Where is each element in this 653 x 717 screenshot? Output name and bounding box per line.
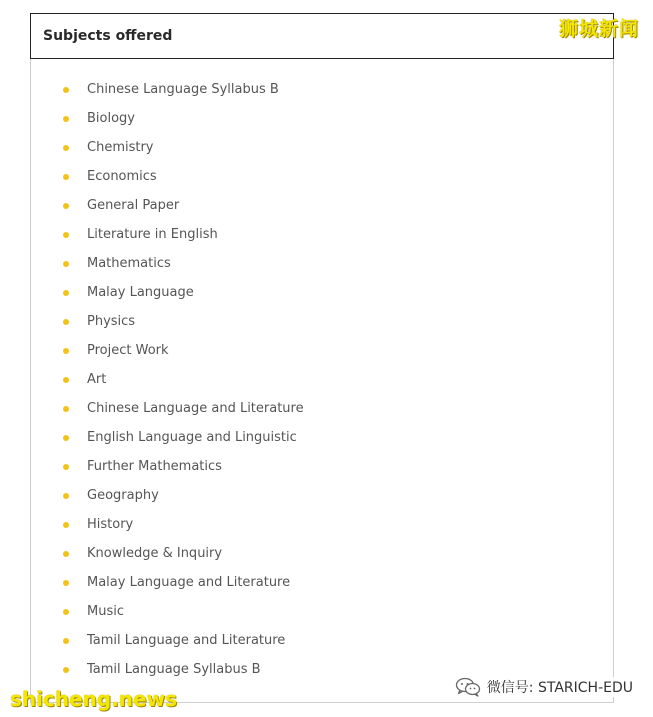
list-item bbox=[60, 220, 304, 249]
subject-label: English Language and Linguistic bbox=[87, 430, 297, 445]
list-item bbox=[60, 249, 304, 278]
subject-label: Chemistry bbox=[87, 140, 154, 155]
list-item bbox=[60, 597, 304, 626]
list-item bbox=[60, 539, 304, 568]
subject-label: General Paper bbox=[87, 198, 180, 213]
subject-label: Tamil Language and Literature bbox=[87, 633, 286, 648]
subject-label: Project Work bbox=[87, 343, 169, 358]
subject-label: Geography bbox=[87, 488, 159, 503]
list-item bbox=[60, 365, 304, 394]
list-item bbox=[60, 307, 304, 336]
bullet-icon bbox=[63, 522, 69, 528]
subject-label: Malay Language and Literature bbox=[87, 575, 291, 590]
bullet-icon bbox=[63, 551, 69, 557]
bullet-icon bbox=[63, 667, 69, 673]
list-item bbox=[60, 278, 304, 307]
subject-label: Tamil Language Syllabus B bbox=[87, 662, 261, 677]
list-item bbox=[60, 452, 304, 481]
bullet-icon bbox=[63, 348, 69, 354]
subject-label: Knowledge & Inquiry bbox=[87, 546, 223, 561]
list-item bbox=[60, 191, 304, 220]
bullet-icon bbox=[63, 145, 69, 151]
wechat-id-text: 微信号: STARICH-EDU bbox=[486, 680, 633, 696]
subject-label: Physics bbox=[87, 314, 136, 329]
bullet-icon bbox=[63, 377, 69, 383]
watermark-bottom-left: shicheng.news bbox=[10, 687, 177, 711]
subject-label: Literature in English bbox=[87, 227, 218, 242]
list-item bbox=[60, 423, 304, 452]
accordion-title: Subjects offered bbox=[43, 28, 173, 44]
subject-label: Malay Language bbox=[87, 285, 194, 300]
list-item bbox=[60, 133, 304, 162]
bullet-icon bbox=[63, 435, 69, 441]
list-item bbox=[60, 75, 304, 104]
subject-label: History bbox=[87, 517, 134, 532]
bullet-icon bbox=[63, 464, 69, 470]
list-item bbox=[60, 626, 304, 655]
watermark-top-right: 狮城新闻 bbox=[558, 18, 639, 40]
subject-label: Chinese Language and Literature bbox=[87, 401, 304, 416]
bullet-icon bbox=[63, 116, 69, 122]
list-item bbox=[60, 162, 304, 191]
list-item bbox=[60, 104, 304, 133]
bullet-icon bbox=[63, 319, 69, 325]
bullet-icon bbox=[63, 87, 69, 93]
subject-label: Economics bbox=[87, 169, 157, 184]
bullet-icon bbox=[63, 290, 69, 296]
subject-label: Music bbox=[87, 604, 124, 619]
subject-label: Art bbox=[87, 372, 107, 387]
bullet-icon bbox=[63, 406, 69, 412]
bullet-icon bbox=[63, 638, 69, 644]
bullet-icon bbox=[63, 609, 69, 615]
bullet-icon bbox=[63, 580, 69, 586]
watermark-bottom-right bbox=[455, 677, 633, 697]
bullet-icon bbox=[63, 493, 69, 499]
subject-label: Mathematics bbox=[87, 256, 171, 271]
list-item bbox=[60, 481, 304, 510]
subject-label: Further Mathematics bbox=[87, 459, 222, 474]
bullet-icon bbox=[63, 261, 69, 267]
bullet-icon bbox=[63, 232, 69, 238]
list-item bbox=[60, 394, 304, 423]
list-item bbox=[60, 568, 304, 597]
subjects-accordion-header[interactable] bbox=[30, 13, 614, 59]
bullet-icon bbox=[63, 203, 69, 209]
subject-list bbox=[60, 75, 304, 684]
list-item bbox=[60, 510, 304, 539]
wechat-icon bbox=[455, 677, 481, 697]
list-item bbox=[60, 336, 304, 365]
subject-label: Chinese Language Syllabus B bbox=[87, 82, 279, 97]
subject-label: Biology bbox=[87, 111, 135, 126]
list-item bbox=[60, 655, 304, 684]
bullet-icon bbox=[63, 174, 69, 180]
